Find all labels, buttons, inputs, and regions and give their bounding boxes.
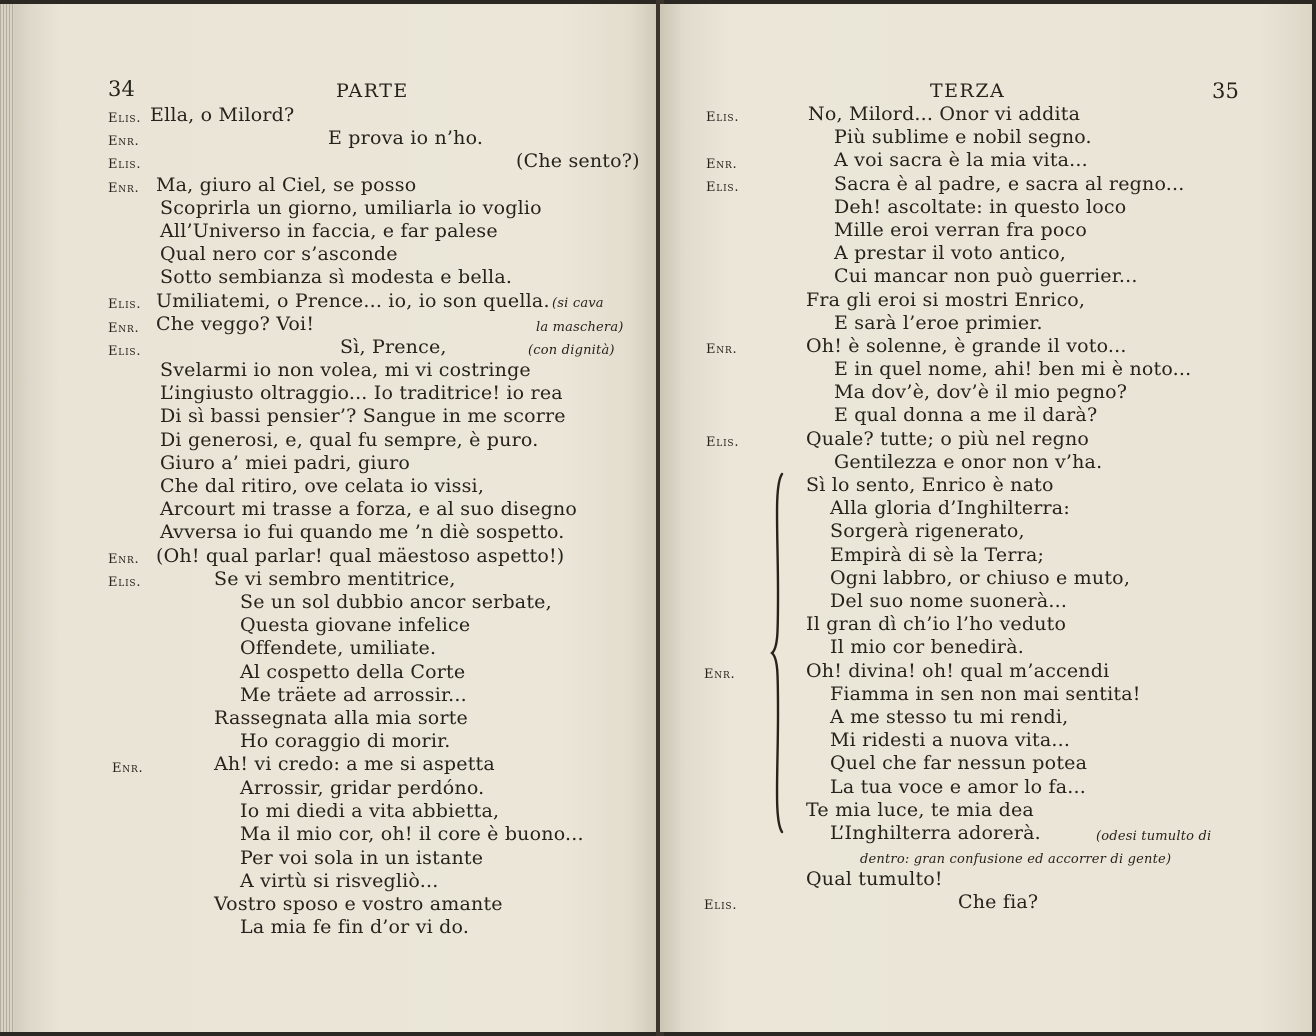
verse-line: Ma il mio cor, oh! il core è buono... <box>240 823 584 845</box>
verse-line: Ho coraggio di morir. <box>240 730 451 752</box>
stage-direction: dentro: gran confusione ed accorrer di gente) <box>860 852 1172 867</box>
stage-direction: (odesi tumulto di <box>1096 829 1212 844</box>
verse-line: L’ingiusto oltraggio... Io traditrice! io rea <box>160 382 563 404</box>
verse-line: E prova io n’ho. <box>328 127 484 149</box>
speaker-label: Enr. <box>704 667 736 682</box>
verse-line: Questa giovane infelice <box>240 614 471 636</box>
verse-line: A virtù si risvegliò... <box>240 870 439 892</box>
speaker-label: Elis. <box>704 898 738 913</box>
right-page <box>660 4 1312 1032</box>
verse-line: Alla gloria d’Inghilterra: <box>830 497 1070 519</box>
verse-line: L’Inghilterra adorerà. <box>830 822 1041 844</box>
verse-line: Vostro sposo e vostro amante <box>214 893 503 915</box>
verse-line: Empirà di sè la Terra; <box>830 544 1045 566</box>
verse-line: Più sublime e nobil segno. <box>834 126 1092 148</box>
stage-direction: (con dignità) <box>528 343 615 358</box>
verse-line: (Che sento?) <box>516 150 640 172</box>
verse-line: Arrossir, gridar perdóno. <box>240 777 485 799</box>
verse-line: All’Universo in faccia, e far palese <box>160 220 498 242</box>
verse-line: La tua voce e amor lo fa... <box>830 776 1086 798</box>
running-head: PARTE <box>336 80 409 102</box>
speaker-label: Enr. <box>706 157 738 172</box>
speaker-label: Elis. <box>706 110 740 125</box>
verse-line: Sorgerà rigenerato, <box>830 520 1025 542</box>
verse-line: Ma, giuro al Ciel, se posso <box>156 174 417 196</box>
verse-line: A me stesso tu mi rendi, <box>830 706 1069 728</box>
verse-line: Oh! è solenne, è grande il voto... <box>806 335 1127 357</box>
verse-line: Rassegnata alla mia sorte <box>214 707 469 729</box>
verse-line: Fiamma in sen non mai sentita! <box>830 683 1141 705</box>
speaker-label: Enr. <box>108 134 140 149</box>
verse-line: Deh! ascoltate: in questo loco <box>834 196 1127 218</box>
speaker-label: Enr. <box>108 321 140 336</box>
verse-line: Quale? tutte; o più nel regno <box>806 428 1090 450</box>
verse-line: Il mio cor benedirà. <box>830 636 1024 658</box>
verse-line: Quel che far nessun potea <box>830 752 1088 774</box>
verse-line: Di sì bassi pensier’? Sangue in me scorre <box>160 405 566 427</box>
verse-line: Arcourt mi trasse a forza, e al suo disegno <box>160 498 578 520</box>
verse-line: Che veggo? Voi! <box>156 313 315 335</box>
verse-line: Offendete, umiliate. <box>240 637 437 659</box>
verse-line: Per voi sola in un istante <box>240 847 484 869</box>
left-page <box>0 4 658 1032</box>
verse-line: Mille eroi verran fra poco <box>834 219 1087 241</box>
page-number: 34 <box>108 77 136 101</box>
verse-line: Sì lo sento, Enrico è nato <box>806 474 1054 496</box>
speaker-label: Elis. <box>108 344 142 359</box>
speaker-label: Elis. <box>108 111 142 126</box>
stage-direction: la maschera) <box>536 320 624 335</box>
speaker-label: Enr. <box>108 552 140 567</box>
verse-line: E sarà l’eroe primier. <box>834 312 1043 334</box>
verse-line: Ogni labbro, or chiuso e muto, <box>830 567 1131 589</box>
verse-line: Qual nero cor s’asconde <box>160 243 398 265</box>
verse-line: Cui mancar non può guerrier... <box>834 265 1138 287</box>
verse-line: Di generosi, e, qual fu sempre, è puro. <box>160 429 539 451</box>
verse-line: Se un sol dubbio ancor serbate, <box>240 591 552 613</box>
speaker-label: Enr. <box>112 761 144 776</box>
page-edges <box>0 4 14 1032</box>
verse-line: E qual donna a me il darà? <box>834 404 1098 426</box>
verse-line: Del suo nome suonerà... <box>830 590 1068 612</box>
verse-line: Ma dov’è, dov’è il mio pegno? <box>834 381 1128 403</box>
page-number: 35 <box>1212 79 1240 103</box>
verse-line: Me träete ad arrossir... <box>240 684 467 706</box>
verse-line: Svelarmi io non volea, mi vi costringe <box>160 359 531 381</box>
verse-line: A voi sacra è la mia vita... <box>834 149 1088 171</box>
verse-line: Sotto sembianza sì modesta e bella. <box>160 266 513 288</box>
verse-line: Scoprirla un giorno, umiliarla io voglio <box>160 197 542 219</box>
verse-line: Se vi sembro mentitrice, <box>214 568 456 590</box>
verse-line: A prestar il voto antico, <box>834 242 1066 264</box>
verse-line: Che fia? <box>958 891 1039 913</box>
speaker-label: Elis. <box>108 297 142 312</box>
verse-line: Te mia luce, te mia dea <box>806 799 1034 821</box>
speaker-label: Enr. <box>706 342 738 357</box>
verse-line: Giuro a’ miei padri, giuro <box>160 452 411 474</box>
verse-line: Fra gli eroi si mostri Enrico, <box>806 289 1086 311</box>
speaker-label: Elis. <box>706 180 740 195</box>
verse-line: Avversa io fui quando me ’n diè sospetto. <box>160 521 565 543</box>
verse-line: Gentilezza e onor non v’ha. <box>834 451 1103 473</box>
running-head: TERZA <box>930 80 1006 102</box>
speaker-label: Enr. <box>108 181 140 196</box>
verse-line: Il gran dì ch’io l’ho veduto <box>806 613 1067 635</box>
verse-line: E in quel nome, ahi! ben mi è noto... <box>834 358 1192 380</box>
verse-line: Sacra è al padre, e sacra al regno... <box>834 173 1185 195</box>
speaker-label: Elis. <box>706 435 740 450</box>
stage-direction: (si cava <box>552 296 604 311</box>
verse-line: Ah! vi credo: a me si aspetta <box>214 753 495 775</box>
verse-line: Al cospetto della Corte <box>240 661 466 683</box>
verse-line: Umiliatemi, o Prence... io, io son quella. <box>156 290 550 312</box>
speaker-label: Elis. <box>108 157 142 172</box>
verse-line: Ella, o Milord? <box>150 104 295 126</box>
speaker-label: Elis. <box>108 575 142 590</box>
verse-line: Mi ridesti a nuova vita... <box>830 729 1071 751</box>
verse-line: (Oh! qual parlar! qual mäestoso aspetto!) <box>156 545 565 567</box>
verse-line: Oh! divina! oh! qual m’accendi <box>806 660 1110 682</box>
verse-line: Che dal ritiro, ove celata io vissi, <box>160 475 485 497</box>
verse-line: Sì, Prence, <box>340 336 447 358</box>
verse-line: La mia fe fin d’or vi do. <box>240 916 470 938</box>
verse-line: No, Milord... Onor vi addita <box>808 103 1081 125</box>
verse-line: Qual tumulto! <box>806 868 943 890</box>
verse-line: Io mi diedi a vita abbietta, <box>240 800 500 822</box>
duet-brace <box>770 472 786 834</box>
